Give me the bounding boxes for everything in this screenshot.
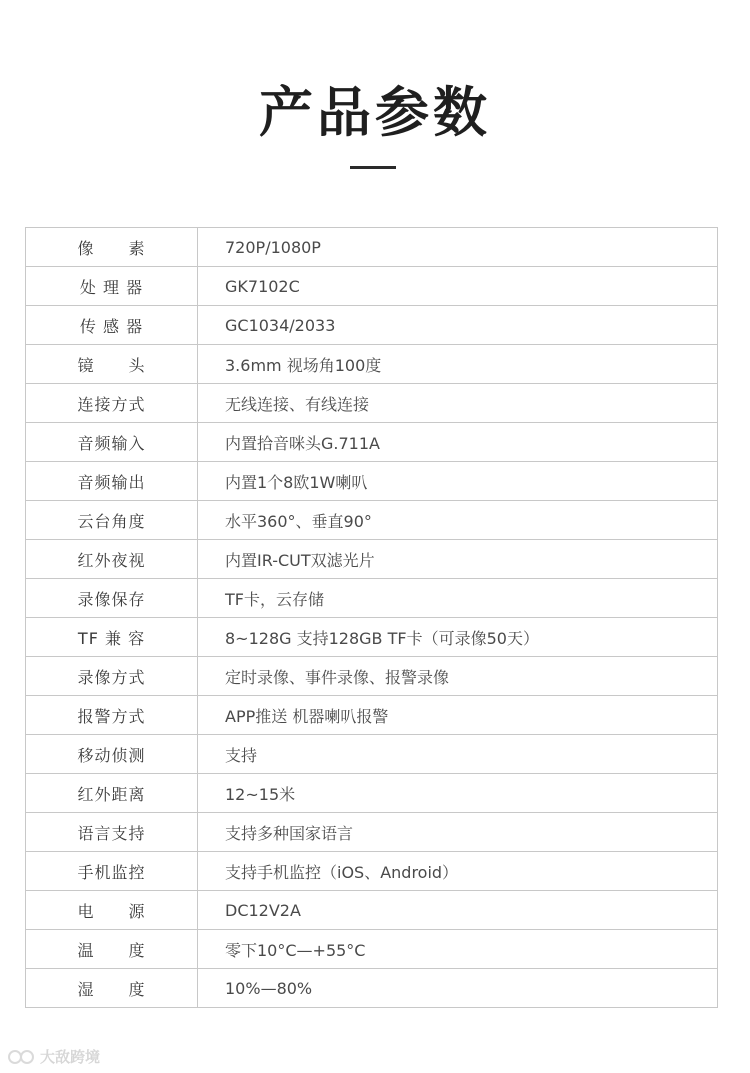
- watermark: [8, 1046, 100, 1067]
- spec-value: 定时录像、事件录像、报警录像: [198, 657, 718, 696]
- spec-value: 10%—80%: [198, 969, 718, 1008]
- spec-value: 零下10°C—+55°C: [198, 930, 718, 969]
- spec-label: TF 兼 容: [26, 618, 198, 657]
- spec-label: 镜 头: [26, 345, 198, 384]
- spec-value: 3.6mm 视场角100度: [198, 345, 718, 384]
- spec-table: [25, 227, 718, 1008]
- spec-label: 移动侦测: [26, 735, 198, 774]
- spec-label: 音频输出: [26, 462, 198, 501]
- spec-value: 内置拾音咪头G.711A: [198, 423, 718, 462]
- spec-label: 湿 度: [26, 969, 198, 1008]
- spec-value: 720P/1080P: [198, 228, 718, 267]
- spec-label: 连接方式: [26, 384, 198, 423]
- spec-value: 内置IR-CUT双滤光片: [198, 540, 718, 579]
- spec-label: 处 理 器: [26, 267, 198, 306]
- table-row: [26, 501, 718, 540]
- spec-label: 传 感 器: [26, 306, 198, 345]
- spec-label: 录像保存: [26, 579, 198, 618]
- table-row: [26, 813, 718, 852]
- spec-label: 音频输入: [26, 423, 198, 462]
- table-row: [26, 423, 718, 462]
- spec-label: 语言支持: [26, 813, 198, 852]
- spec-value: APP推送 机器喇叭报警: [198, 696, 718, 735]
- spec-value: 支持多种国家语言: [198, 813, 718, 852]
- spec-label: 温 度: [26, 930, 198, 969]
- spec-label: 红外夜视: [26, 540, 198, 579]
- table-row: [26, 462, 718, 501]
- spec-value: 内置1个8欧1W喇叭: [198, 462, 718, 501]
- spec-label: 录像方式: [26, 657, 198, 696]
- table-row: [26, 969, 718, 1008]
- watermark-text: 大敌跨境: [40, 1048, 101, 1066]
- spec-value: GC1034/2033: [198, 306, 718, 345]
- spec-value: 12~15米: [198, 774, 718, 813]
- table-row: [26, 345, 718, 384]
- spec-value: 水平360°、垂直90°: [198, 501, 718, 540]
- spec-label: 电 源: [26, 891, 198, 930]
- table-row: [26, 774, 718, 813]
- spec-value: 8~128G 支持128GB TF卡（可录像50天）: [198, 618, 718, 657]
- spec-value: TF卡，云存储: [198, 579, 718, 618]
- spec-label: 手机监控: [26, 852, 198, 891]
- watermark-logo-icon: [8, 1048, 36, 1066]
- table-row: [26, 267, 718, 306]
- spec-value: 支持手机监控（iOS、Android）: [198, 852, 718, 891]
- spec-label: 云台角度: [26, 501, 198, 540]
- table-row: [26, 852, 718, 891]
- table-row: [26, 306, 718, 345]
- spec-label: 报警方式: [26, 696, 198, 735]
- table-row: [26, 930, 718, 969]
- spec-value: 支持: [198, 735, 718, 774]
- table-row: [26, 891, 718, 930]
- table-row: [26, 384, 718, 423]
- spec-value: DC12V2A: [198, 891, 718, 930]
- table-row: [26, 618, 718, 657]
- table-row: [26, 696, 718, 735]
- spec-label: 像 素: [26, 228, 198, 267]
- spec-value: 无线连接、有线连接: [198, 384, 718, 423]
- table-row: [26, 735, 718, 774]
- spec-label: 红外距离: [26, 774, 198, 813]
- page-title: 产品参数: [259, 81, 491, 144]
- table-row: [26, 579, 718, 618]
- table-row: [26, 228, 718, 267]
- spec-value: GK7102C: [198, 267, 718, 306]
- table-row: [26, 540, 718, 579]
- title-divider: [350, 166, 396, 169]
- table-row: [26, 657, 718, 696]
